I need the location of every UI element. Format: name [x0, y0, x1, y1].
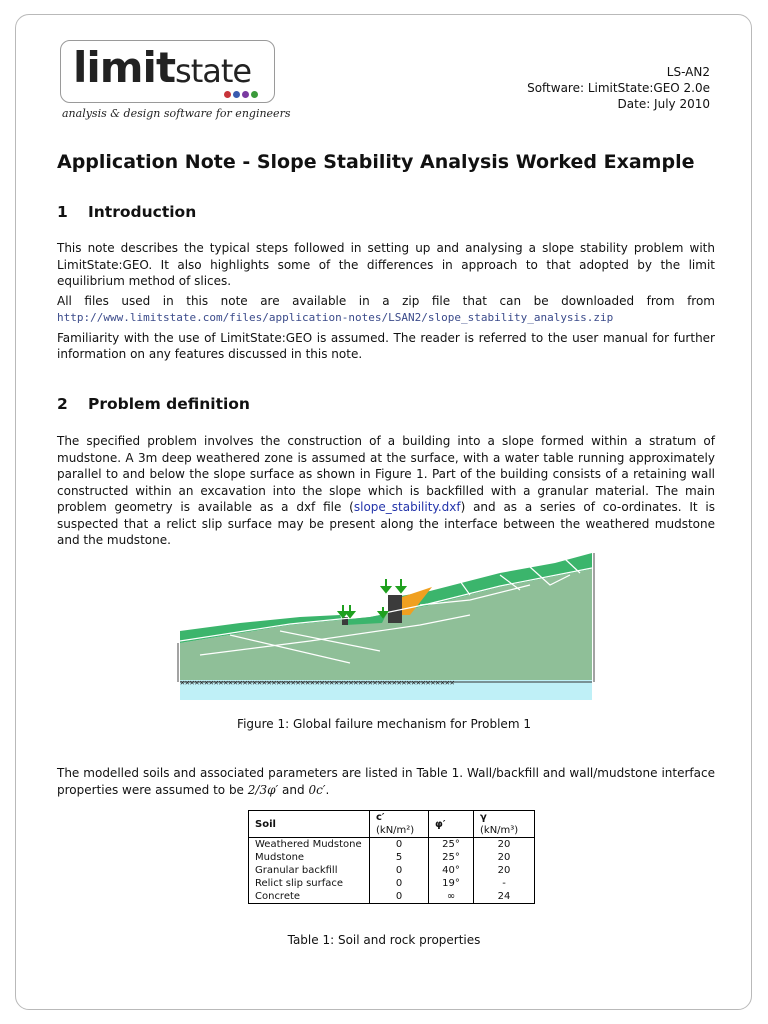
cell-soil: Relict slip surface	[255, 878, 344, 889]
section-1-title: Introduction	[88, 203, 197, 221]
soil-table	[249, 811, 534, 903]
header-gamma-unit: (kN/m³)	[480, 825, 519, 836]
logo-tagline: analysis & design software for engineers	[62, 107, 291, 120]
interface-phi-value: 2/3φ′	[247, 782, 279, 797]
logo-wordmark	[73, 43, 251, 92]
logo-part-limit: limit	[73, 43, 176, 92]
intro-paragraph: This note describes the typical steps followed in setting up and analysing a slope stability problem with LimitState:GEO. It also highlights some of the differences in approach to that adopted by the limit equilibrium method of slices.	[57, 241, 715, 288]
table-header-row	[249, 811, 534, 838]
header-c-unit: (kN/m²)	[376, 825, 415, 836]
soils-and: and	[278, 782, 309, 797]
figure-caption: Figure 1: Global failure mechanism for Problem 1	[237, 717, 531, 731]
cell-soil: Concrete	[255, 891, 301, 902]
logo-dot-green	[251, 91, 258, 98]
cell-phi: 25°	[429, 851, 474, 864]
section-2-body	[57, 433, 715, 552]
problem-paragraph	[57, 433, 715, 549]
logo-part-state: state	[175, 52, 252, 90]
document-meta	[527, 64, 710, 112]
software-version: Software: LimitState:GEO 2.0e	[527, 81, 710, 95]
header-gamma	[474, 811, 535, 838]
cell-gamma: -	[474, 877, 535, 890]
retaining-wall	[388, 595, 402, 623]
cell-gamma: 20	[474, 851, 535, 864]
dxf-file-link[interactable]: slope_stability.dxf	[353, 500, 461, 514]
cell-phi: ∞	[429, 890, 474, 903]
cell-gamma: 24	[474, 890, 535, 903]
header-phi: φ′	[429, 811, 474, 838]
doc-date: Date: July 2010	[617, 97, 710, 111]
cell-soil: Mudstone	[255, 852, 305, 863]
cell-c: 0	[370, 877, 429, 890]
soils-text	[57, 765, 715, 798]
table-row	[249, 851, 534, 864]
download-url-link[interactable]: http://www.limitstate.com/files/application-notes/LSAN2/slope_stability_analysis.zip	[57, 311, 614, 324]
section-1-body	[57, 240, 715, 366]
header-gamma-symbol: γ	[480, 812, 487, 823]
table-body	[249, 838, 534, 904]
page-title: Application Note - Slope Stability Analysis Worked Example	[57, 151, 695, 173]
table-row	[249, 838, 534, 852]
download-paragraph	[57, 293, 715, 327]
header-soil: Soil	[249, 811, 370, 838]
cell-c: 0	[370, 864, 429, 877]
bottom-cross-row: ✕✕✕✕✕✕✕✕✕✕✕✕✕✕✕✕✕✕✕✕✕✕✕✕✕✕✕✕✕✕✕✕✕✕✕✕✕✕✕✕✕✕✕✕✕✕✕✕✕✕✕✕✕✕✕✕✕	[180, 678, 455, 687]
slope-failure-figure	[170, 545, 600, 705]
cell-phi: 25°	[429, 838, 474, 852]
section-1-heading	[57, 203, 196, 221]
soil-properties-table	[248, 810, 535, 904]
cell-soil: Weathered Mudstone	[255, 839, 362, 850]
cell-c: 5	[370, 851, 429, 864]
table-row	[249, 890, 534, 903]
familiarity-paragraph: Familiarity with the use of LimitState:GEO is assumed. The reader is referred to the user manual for further information on any features discussed in this note.	[57, 330, 715, 361]
doc-id: LS-AN2	[666, 65, 710, 79]
problem-text-a: The specified problem involves the construction of a building into a slope formed within a stratum of mudstone. A 3m deep weathered zone is assumed at the surface, with a water table running approximately parallel to and below the slope surface as shown in Figure 1. Part of the building consists of a retaining wall constructed within an excavation into the slope which is backfilled with a granular material. The main problem geometry is available as a dxf file (	[57, 434, 715, 514]
header-c	[370, 811, 429, 838]
section-2-number: 2	[57, 395, 68, 413]
soils-end: .	[325, 782, 330, 797]
cell-soil: Granular backfill	[255, 865, 338, 876]
logo-dot-blue	[233, 91, 240, 98]
header-c-symbol: c′	[376, 812, 385, 823]
soils-paragraph	[57, 765, 715, 801]
table-row	[249, 864, 534, 877]
cell-gamma: 20	[474, 864, 535, 877]
logo-dot-purple	[242, 91, 249, 98]
cell-c: 0	[370, 838, 429, 852]
cell-c: 0	[370, 890, 429, 903]
section-1-number: 1	[57, 203, 68, 221]
logo-dot-red	[224, 91, 231, 98]
section-2-heading	[57, 395, 250, 413]
soils-text-a: The modelled soils and associated parameters are listed in Table 1. Wall/backfill and wall/mudstone interface properties were assumed to be	[57, 766, 715, 797]
problem-text-b: ) and as a series of co-ordinates. It is suspected that a relict slip surface may be present along the interface between the weathered mudstone and the mudstone.	[57, 500, 716, 547]
table-caption: Table 1: Soil and rock properties	[287, 933, 481, 947]
cell-gamma: 20	[474, 838, 535, 852]
interface-c-value: 0c′	[308, 782, 326, 797]
cell-phi: 19°	[429, 877, 474, 890]
limitstate-logo	[60, 40, 275, 103]
table-row	[249, 877, 534, 890]
download-text: All files used in this note are available in a zip file that can be downloaded from from	[57, 293, 715, 308]
section-2-title: Problem definition	[88, 395, 250, 413]
cell-phi: 40°	[429, 864, 474, 877]
